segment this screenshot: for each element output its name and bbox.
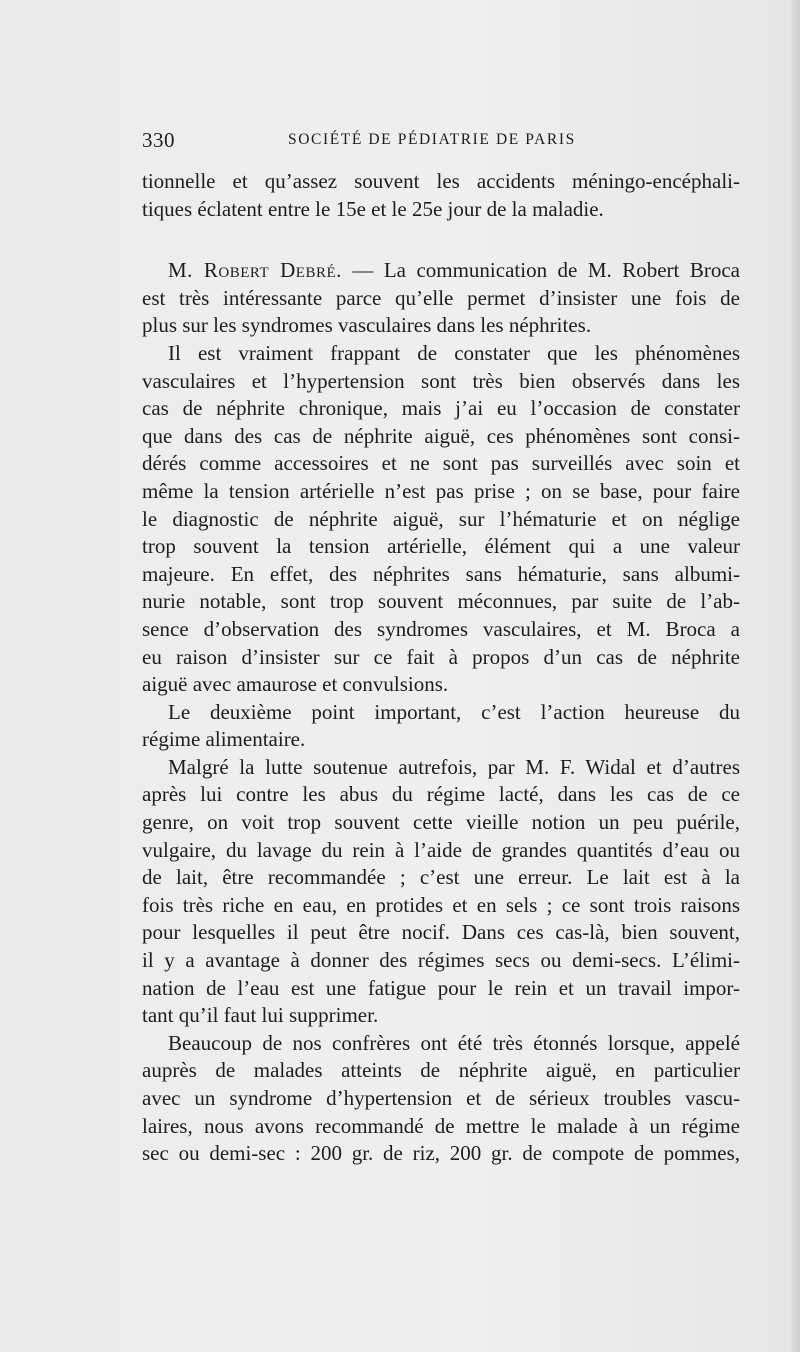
text-line: eu raison d’insister sur ce fait à propos d’un cas de néphrite: [142, 644, 740, 669]
text-line: tiques éclatent entre le 15e et le 25e jour de la maladie.: [142, 196, 604, 221]
text-line: genre, on voit trop souvent cette vieille notion un peu puérile,: [142, 810, 740, 835]
text-line: plus sur les syndromes vasculaires dans les néphrites.: [142, 313, 592, 338]
text-line: [142, 257, 740, 285]
paragraph-vascular: [142, 340, 740, 699]
text-line: régime alimentaire.: [142, 727, 306, 752]
page-number: 330: [142, 128, 175, 152]
text-line: Le deuxième point important, c’est l’action heureuse du: [168, 699, 740, 724]
text-line: même la tension artérielle n’est pas prise ; on se base, pour faire: [142, 478, 740, 503]
text-line: trop souvent la tension artérielle, élément qui a une valeur: [142, 534, 740, 559]
text-line-rest: — La communication de M. Robert Broca: [341, 258, 740, 283]
text-line: de lait, être recommandée ; c’est une erreur. Le lait est à la: [142, 865, 740, 890]
text-line: nation de l’eau est une fatigue pour le rein et un travail impor-: [142, 975, 740, 1000]
text-line: fois très riche en eau, en protides et en sels ; ce sont trois raisons: [142, 892, 740, 917]
paragraph-continuation: [142, 168, 740, 223]
text-line: Beaucoup de nos confrères ont été très étonnés lorsque, appelé: [168, 1030, 740, 1055]
text-line: Il est vraiment frappant de constater que les phénomènes: [168, 340, 740, 365]
text-line: sec ou demi-sec : 200 gr. de riz, 200 gr. de compote de pommes,: [142, 1141, 740, 1166]
paragraph-gap: [142, 223, 740, 257]
text-line: auprès de malades atteints de néphrite aiguë, en particulier: [142, 1058, 740, 1083]
text-line: nurie notable, sont trop souvent méconnues, par suite de l’ab-: [142, 589, 740, 614]
paragraph-debre-intro: [142, 257, 740, 340]
text-line: pour lesquelles il peut être nocif. Dans ces cas-là, bien souvent,: [142, 920, 740, 945]
body-text: [142, 168, 740, 1168]
page-header: [142, 128, 740, 162]
text-line: cas de néphrite chronique, mais j’ai eu l’occasion de constater: [142, 396, 740, 421]
text-line: sence d’observation des syndromes vasculaires, et M. Broca a: [142, 616, 740, 641]
text-line: vasculaires et l’hypertension sont très bien observés dans les: [142, 368, 740, 393]
text-line: majeure. En effet, des néphrites sans hématurie, sans albumi-: [142, 561, 740, 586]
text-line: tant qu’il faut lui supprimer.: [142, 1003, 379, 1028]
text-line: avec un syndrome d’hypertension et de sérieux troubles vascu-: [142, 1086, 740, 1110]
text-line: aiguë avec amaurose et convulsions.: [142, 672, 449, 697]
page-edge-shadow: [788, 0, 800, 1352]
text-line: que dans des cas de néphrite aiguë, ces phénomènes sont consi-: [142, 423, 740, 448]
text-line: dérés comme accessoires et ne sont pas surveillés avec soin et: [142, 451, 740, 476]
text-line: Malgré la lutte soutenue autrefois, par M. F. Widal et d’autres: [168, 754, 740, 779]
text-line: il y a avantage à donner des régimes secs ou demi-secs. L’élimi-: [142, 948, 740, 973]
text-line: est très intéressante parce qu’elle permet d’insister une fois de: [142, 285, 740, 310]
speaker-name: M. Robert Debré.: [168, 258, 342, 283]
paragraph-dry-diet: [142, 1030, 740, 1168]
text-line: le diagnostic de néphrite aiguë, sur l’hématurie et on néglige: [142, 506, 740, 531]
text-line: tionnelle et qu’assez souvent les accidents méningo-encéphali-: [142, 169, 740, 193]
text-line: laires, nous avons recommandé de mettre le malade à un régime: [142, 1113, 740, 1138]
running-title: SOCIÉTÉ DE PÉDIATRIE DE PARIS: [288, 131, 576, 148]
paragraph-diet-point: [142, 699, 740, 754]
paragraph-milk-regime: [142, 754, 740, 1030]
text-line: vulgaire, du lavage du rein à l’aide de grandes quantités d’eau ou: [142, 837, 740, 862]
text-line: après lui contre les abus du régime lacté, dans les cas de ce: [142, 782, 740, 807]
